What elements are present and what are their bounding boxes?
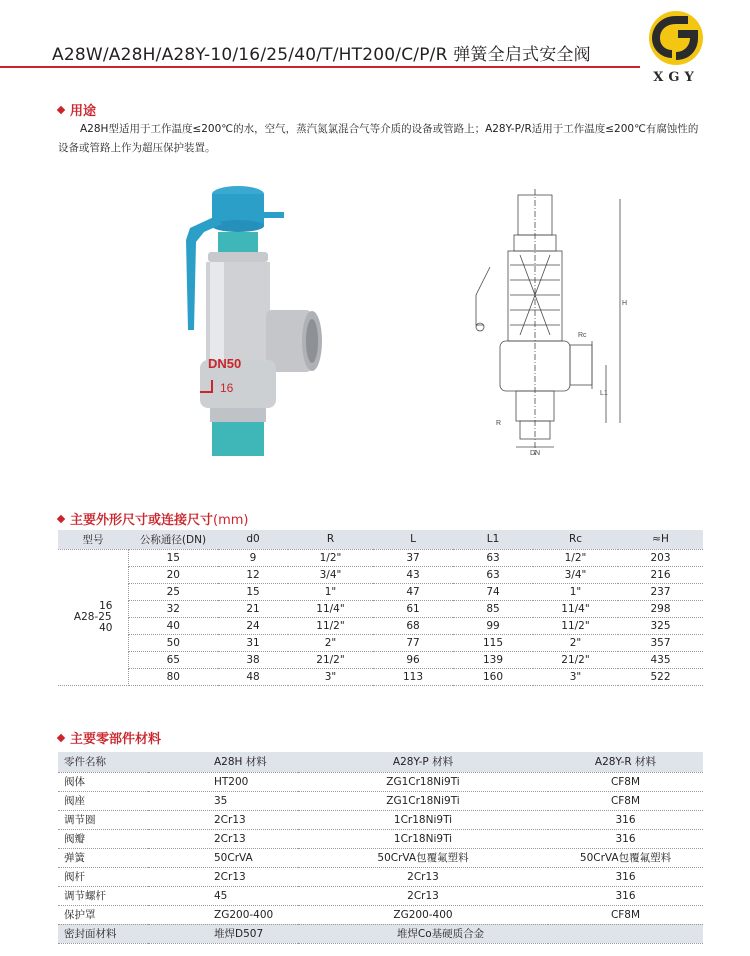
table-cell: ZG1Cr18Ni9Ti bbox=[298, 791, 548, 810]
drawing-label-l1: L1 bbox=[600, 390, 608, 397]
table-cell: 37 bbox=[373, 549, 453, 566]
table-cell: 38 bbox=[218, 651, 288, 668]
table-cell: 12 bbox=[218, 566, 288, 583]
table-cell: 139 bbox=[453, 651, 533, 668]
table-cell: 32 bbox=[128, 600, 218, 617]
table-header-row bbox=[58, 752, 703, 772]
drawing-label-dn: DN bbox=[530, 450, 541, 457]
table-cell: ZG200-400 bbox=[298, 905, 548, 924]
table-cell: 2" bbox=[288, 634, 373, 651]
materials-heading: 主要零部件材料 bbox=[58, 728, 161, 747]
table-cell: 21/2" bbox=[533, 651, 618, 668]
table-header-cell: A28Y-P 材料 bbox=[298, 752, 548, 772]
table-header-cell: d0 bbox=[218, 530, 288, 549]
logo-mark-icon bbox=[636, 8, 716, 70]
table-cell: 357 bbox=[618, 634, 703, 651]
table-cell: ZG200-400 bbox=[148, 905, 298, 924]
table-header-cell: Rc bbox=[533, 530, 618, 549]
table-cell: 74 bbox=[453, 583, 533, 600]
usage-heading: 用途 bbox=[58, 100, 96, 119]
table-row bbox=[58, 791, 703, 810]
table-cell: 237 bbox=[618, 583, 703, 600]
table-cell: 203 bbox=[618, 549, 703, 566]
table-cell: 1/2" bbox=[533, 549, 618, 566]
table-cell: 2" bbox=[533, 634, 618, 651]
table-row bbox=[58, 848, 703, 867]
table-cell: 35 bbox=[148, 791, 298, 810]
table-cell: 96 bbox=[373, 651, 453, 668]
table-cell: 50CrVA包覆氟塑料 bbox=[298, 848, 548, 867]
table-row bbox=[58, 634, 703, 651]
table-cell: 密封面材料 bbox=[58, 924, 148, 943]
table-cell: 2Cr13 bbox=[148, 867, 298, 886]
table-cell: 11/2" bbox=[288, 617, 373, 634]
table-row bbox=[58, 583, 703, 600]
table-cell: 1Cr18Ni9Ti bbox=[298, 810, 548, 829]
table-cell: 20 bbox=[128, 566, 218, 583]
table-row bbox=[58, 867, 703, 886]
table-row bbox=[58, 810, 703, 829]
diamond-bullet-icon bbox=[57, 733, 65, 741]
table-cell: 31 bbox=[218, 634, 288, 651]
table-cell: 保护罩 bbox=[58, 905, 148, 924]
table-cell: 325 bbox=[618, 617, 703, 634]
table-cell: 21 bbox=[218, 600, 288, 617]
table-cell: 2Cr13 bbox=[148, 810, 298, 829]
table-cell: 21/2" bbox=[288, 651, 373, 668]
table-cell: 85 bbox=[453, 600, 533, 617]
table-cell: 216 bbox=[618, 566, 703, 583]
table-row bbox=[58, 617, 703, 634]
valve-section-drawing bbox=[460, 185, 660, 465]
table-cell: 弹簧 bbox=[58, 848, 148, 867]
table-cell: 2Cr13 bbox=[298, 886, 548, 905]
table-cell: 99 bbox=[453, 617, 533, 634]
table-cell: 2Cr13 bbox=[148, 829, 298, 848]
table-cell: 3/4" bbox=[288, 566, 373, 583]
table-cell: 9 bbox=[218, 549, 288, 566]
table-cell: 40 bbox=[128, 617, 218, 634]
table-cell: 115 bbox=[453, 634, 533, 651]
table-cell: 调节圈 bbox=[58, 810, 148, 829]
table-cell: ZG1Cr18Ni9Ti bbox=[298, 772, 548, 791]
table-row bbox=[58, 772, 703, 791]
drawing-label-rc: Rc bbox=[578, 332, 587, 339]
table-cell: 25 bbox=[128, 583, 218, 600]
table-cell: CF8M bbox=[548, 905, 703, 924]
table-header-cell: R bbox=[288, 530, 373, 549]
table-cell: 阀体 bbox=[58, 772, 148, 791]
page-title: A28W/A28H/A28Y-10/16/25/40/T/HT200/C/P/R 弹簧全启式安全阀 bbox=[52, 45, 591, 65]
table-cell: 61 bbox=[373, 600, 453, 617]
usage-text: A28H型适用于工作温度≤200℃的水，空气，蒸汽氮氯混合气等介质的设备或管路上；A28Y-P/R适用于工作温度≤200℃有腐蚀性的设备或管路上作为超压保护装置。 bbox=[58, 123, 699, 154]
table-cell: 1" bbox=[288, 583, 373, 600]
table-cell: 316 bbox=[548, 810, 703, 829]
table-cell: 3" bbox=[288, 668, 373, 685]
table-cell: 阀杆 bbox=[58, 867, 148, 886]
table-cell: 堆焊Co基硬质合金 bbox=[298, 924, 703, 943]
table-cell: 316 bbox=[548, 886, 703, 905]
table-cell: 阀瓣 bbox=[58, 829, 148, 848]
dimensions-table bbox=[58, 530, 703, 686]
table-row bbox=[58, 886, 703, 905]
table-cell: 63 bbox=[453, 566, 533, 583]
table-header-cell: L1 bbox=[453, 530, 533, 549]
pn-marking: 16 bbox=[220, 381, 234, 395]
table-header-cell: 型号 bbox=[58, 530, 128, 549]
diamond-bullet-icon bbox=[57, 514, 65, 522]
table-cell: 77 bbox=[373, 634, 453, 651]
table-row bbox=[58, 668, 703, 685]
table-row bbox=[58, 566, 703, 583]
table-header-cell: ≈H bbox=[618, 530, 703, 549]
table-header-cell: A28H 材料 bbox=[148, 752, 298, 772]
table-header-cell: A28Y-R 材料 bbox=[548, 752, 703, 772]
table-cell: 316 bbox=[548, 829, 703, 848]
table-cell: 45 bbox=[148, 886, 298, 905]
dn-marking: DN50 bbox=[208, 356, 242, 371]
model-type-cell: 16 A28-25 40 bbox=[58, 549, 128, 685]
table-row bbox=[58, 549, 703, 566]
table-cell: 50CrVA bbox=[148, 848, 298, 867]
table-cell: 3" bbox=[533, 668, 618, 685]
table-cell: 80 bbox=[128, 668, 218, 685]
table-cell: 113 bbox=[373, 668, 453, 685]
table-cell: 3/4" bbox=[533, 566, 618, 583]
title-underline bbox=[0, 66, 640, 68]
table-cell: 298 bbox=[618, 600, 703, 617]
drawing-label-r: R bbox=[496, 420, 502, 427]
valve-photo bbox=[168, 180, 338, 460]
table-header-cell: 公称通径(DN) bbox=[128, 530, 218, 549]
table-cell: 68 bbox=[373, 617, 453, 634]
table-cell: 调节螺杆 bbox=[58, 886, 148, 905]
table-header-cell: L bbox=[373, 530, 453, 549]
table-cell: 11/4" bbox=[533, 600, 618, 617]
table-cell: 65 bbox=[128, 651, 218, 668]
table-cell: 435 bbox=[618, 651, 703, 668]
table-cell: 48 bbox=[218, 668, 288, 685]
table-header-row bbox=[58, 530, 703, 549]
table-cell: CF8M bbox=[548, 791, 703, 810]
materials-table bbox=[58, 752, 703, 944]
table-cell: 63 bbox=[453, 549, 533, 566]
table-cell: 11/2" bbox=[533, 617, 618, 634]
table-cell: 160 bbox=[453, 668, 533, 685]
table-cell: 43 bbox=[373, 566, 453, 583]
table-cell: HT200 bbox=[148, 772, 298, 791]
table-cell: 2Cr13 bbox=[298, 867, 548, 886]
table-cell: 522 bbox=[618, 668, 703, 685]
table-row bbox=[58, 829, 703, 848]
drawing-label-h: H bbox=[622, 300, 628, 307]
table-cell: 15 bbox=[128, 549, 218, 566]
table-cell: 11/4" bbox=[288, 600, 373, 617]
logo-text: XGY bbox=[653, 70, 699, 85]
brand-logo bbox=[636, 8, 716, 90]
table-row bbox=[58, 600, 703, 617]
diamond-bullet-icon bbox=[57, 105, 65, 113]
table-cell: 316 bbox=[548, 867, 703, 886]
table-cell: 47 bbox=[373, 583, 453, 600]
table-row-seal-material bbox=[58, 924, 703, 943]
table-cell: 50 bbox=[128, 634, 218, 651]
table-cell: CF8M bbox=[548, 772, 703, 791]
table-cell: 堆焊D507 bbox=[148, 924, 298, 943]
dimensions-heading: 主要外形尺寸或连接尺寸(mm) bbox=[58, 509, 249, 528]
table-cell: 50CrVA包覆氟塑料 bbox=[548, 848, 703, 867]
table-cell: 1" bbox=[533, 583, 618, 600]
table-cell: 24 bbox=[218, 617, 288, 634]
page-header bbox=[0, 0, 750, 90]
table-row bbox=[58, 651, 703, 668]
table-cell: 阀座 bbox=[58, 791, 148, 810]
table-cell: 1/2" bbox=[288, 549, 373, 566]
table-cell: 15 bbox=[218, 583, 288, 600]
table-cell: 1Cr18Ni9Ti bbox=[298, 829, 548, 848]
table-row bbox=[58, 905, 703, 924]
table-header-cell: 零件名称 bbox=[58, 752, 148, 772]
